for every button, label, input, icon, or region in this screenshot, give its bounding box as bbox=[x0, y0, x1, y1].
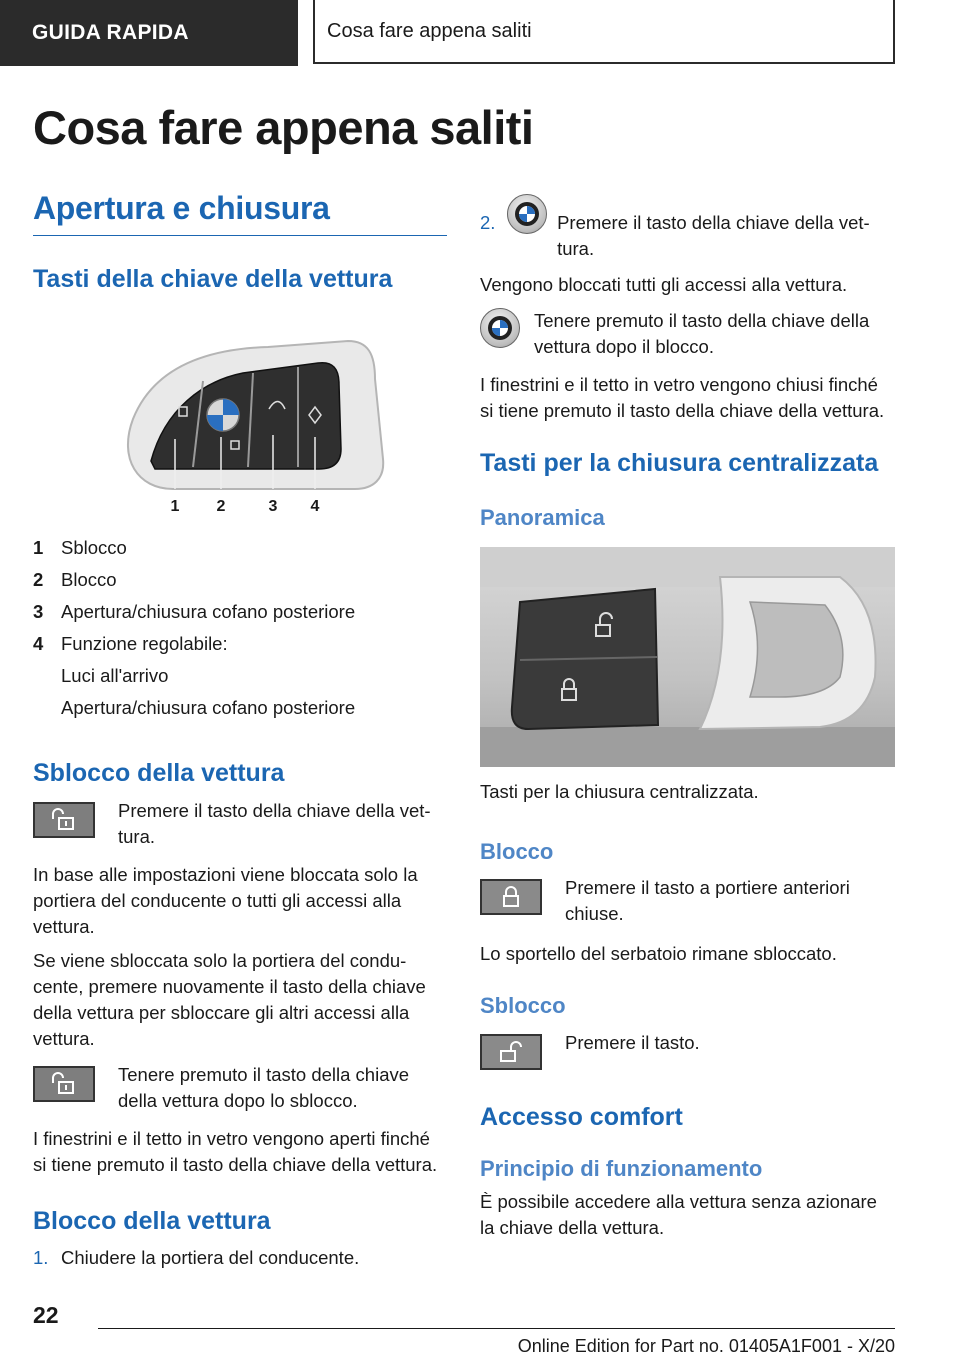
heading-operating-principle: Principio di funzionamento bbox=[480, 1156, 763, 1182]
unlock-hold-instruction bbox=[33, 1062, 447, 1114]
legend-item bbox=[33, 532, 447, 564]
heading-lock-vehicle: Blocco della vettura bbox=[33, 1207, 271, 1235]
unlock-button-icon bbox=[480, 1034, 542, 1070]
unlock-button-icon bbox=[33, 1066, 95, 1102]
legend-num: 1 bbox=[33, 536, 44, 558]
lock-hold-text: Tenere premuto il tasto della chiave della vettura dopo il blocco. bbox=[534, 310, 870, 357]
door-buttons-photo bbox=[480, 547, 895, 767]
central-lock-instruction bbox=[480, 875, 895, 927]
windows-close-text: I finestrini e il tetto in vetro vengono chiusi finché si tiene premuto il tasto della chiave della vettura. bbox=[480, 374, 885, 421]
bmw-key-button-icon bbox=[507, 194, 547, 234]
comfort-text: È possibile accedere alla vettura senza azionare la chiave della vettura. bbox=[480, 1190, 877, 1238]
legend-text: Blocco bbox=[61, 568, 117, 590]
footer-edition: Online Edition for Part no. 01405A1F001 - X/20 bbox=[517, 1336, 895, 1356]
legend-text: Sblocco bbox=[61, 536, 127, 558]
page-title: Cosa fare appena saliti bbox=[33, 101, 534, 154]
legend-sub-item: Luci all'arrivo bbox=[61, 664, 169, 686]
unlock-instruction bbox=[33, 798, 447, 850]
windows-open-text: I finestrini e il tetto in vetro vengono aperti finché si tiene premuto il tasto della chiave della vettura. bbox=[33, 1128, 438, 1175]
heading-unlock-vehicle: Sblocco della vettura bbox=[33, 758, 285, 787]
central-unlock-instruction bbox=[480, 1030, 895, 1070]
legend-sub-item: Apertura/chiusura cofano posteriore bbox=[61, 696, 356, 718]
page-number: 22 bbox=[33, 1302, 59, 1328]
unlock-settings-text: In base alle impostazioni viene bloccata solo la portiera del conducente o tutti gli accessi alla vettura. bbox=[33, 864, 418, 937]
left-column bbox=[33, 190, 447, 1271]
key-fob-drawing bbox=[93, 339, 393, 524]
legend-item bbox=[33, 564, 447, 596]
step-number: 1. bbox=[33, 1246, 49, 1268]
right-column bbox=[480, 194, 895, 1241]
lock-step-1 bbox=[33, 1245, 447, 1271]
heading-central-locking: Tasti per la chiusura centralizzata bbox=[480, 449, 879, 477]
header-section-tab: GUIDA RAPIDA bbox=[0, 0, 298, 66]
legend-text: Funzione regolabile: bbox=[61, 632, 228, 654]
legend-item bbox=[33, 596, 447, 628]
step-text: Premere il tasto della chiave della vet-tura. bbox=[557, 212, 870, 259]
central-unlock-text: Premere il tasto. bbox=[565, 1031, 700, 1053]
step-number: 2. bbox=[480, 212, 496, 233]
unlock-hold-text: Tenere premuto il tasto della chiave della vettura dopo lo sblocco. bbox=[118, 1064, 410, 1111]
heading-overview: Panoramica bbox=[480, 504, 605, 530]
all-locked-text: Vengono bloccati tutti gli accessi alla vettura. bbox=[480, 274, 848, 295]
footer-divider bbox=[98, 1328, 895, 1329]
heading-comfort-access: Accesso comfort bbox=[480, 1102, 683, 1131]
header-chapter-tab: Cosa fare appena saliti bbox=[313, 0, 895, 64]
callout-1: 1 bbox=[170, 497, 180, 515]
legend-item bbox=[33, 628, 447, 660]
key-legend bbox=[33, 532, 447, 724]
fuel-flap-text: Lo sportello del serbatoio rimane sbloccato. bbox=[480, 943, 837, 965]
lock-step-2 bbox=[480, 194, 895, 262]
heading-key-buttons: Tasti della chiave della vettura bbox=[33, 265, 393, 293]
callout-2: 2 bbox=[216, 497, 226, 515]
heading-lock: Blocco bbox=[480, 838, 554, 864]
unlock-text: Premere il tasto della chiave della vet-tura. bbox=[118, 800, 431, 847]
unlock-driver-text: Se viene sbloccata solo la portiera del condu-cente, premere nuovamente il tasto della chiave della vettura per sbloccare gli altri accessi alla vettura. bbox=[33, 950, 426, 1049]
legend-text: Apertura/chiusura cofano posteriore bbox=[61, 600, 356, 622]
callout-4: 4 bbox=[310, 497, 320, 515]
unlock-button-icon bbox=[33, 802, 95, 838]
legend-num: 3 bbox=[33, 600, 44, 622]
heading-unlock: Sblocco bbox=[480, 993, 566, 1019]
central-lock-text: Premere il tasto a portiere anteriori chiuse. bbox=[565, 877, 850, 925]
photo-caption: Tasti per la chiusura centralizzata. bbox=[480, 780, 759, 802]
bmw-key-button-icon bbox=[480, 308, 520, 348]
lock-button-icon bbox=[480, 879, 542, 915]
legend-num: 4 bbox=[33, 632, 44, 654]
step-text: Chiudere la portiera del conducente. bbox=[61, 1246, 360, 1268]
callout-3: 3 bbox=[268, 497, 278, 515]
key-fob-illustration bbox=[93, 339, 393, 524]
section-heading-apertura: Apertura e chiusura bbox=[33, 190, 447, 236]
legend-num: 2 bbox=[33, 568, 44, 590]
lock-hold-instruction bbox=[480, 308, 895, 360]
